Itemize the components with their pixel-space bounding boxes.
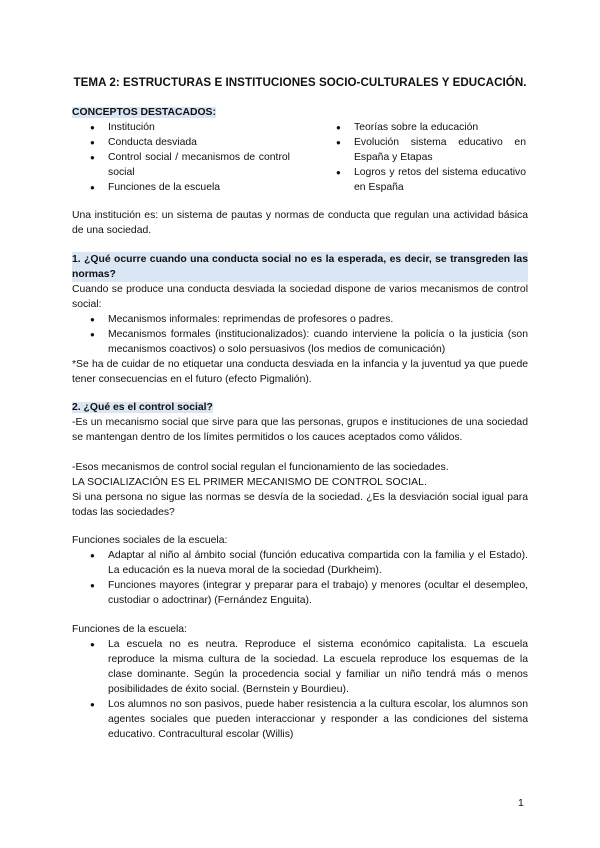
conceptos-heading: CONCEPTOS DESTACADOS: — [72, 107, 216, 118]
section2-p3: LA SOCIALIZACIÓN ES EL PRIMER MECANISMO DE CONTROL SOCIAL. — [72, 477, 427, 488]
list-item: ● Teorías sobre la educación — [336, 120, 526, 135]
list-item: ● La escuela no es neutra. Reproduce el sistema económico capitalista. La escuela reproduce la misma cultura de la sociedad. La escuela reproduce los esquemas de la clase dominante. Según la procedencia social y familiar un niño tendrá más o menos posibilidades de éxito social. (Bernstein y Bourdieu). — [90, 637, 528, 697]
section1-intro: Cuando se produce una conducta desviada la sociedad dispone de varios mecanismos de control social: — [72, 284, 528, 310]
section2-heading-line — [72, 400, 528, 415]
conceptos-left-list — [90, 120, 290, 195]
list-item: ● Mecanismos formales (institucionalizados): cuando interviene la policía o la justicia (son mecanismos coactivos) o solo persuasivos (los medios de comunicación) — [90, 327, 528, 357]
list-item: ● Evolución sistema educativo en España y Etapas — [336, 135, 526, 165]
document-title: TEMA 2: ESTRUCTURAS E INSTITUCIONES SOCIO-CULTURALES Y EDUCACIÓN. — [73, 76, 527, 89]
list-item: ● Funciones mayores (integrar y preparar para el trabajo) y menores (ocultar el desempleo, custodiar o adoctrinar) (Fernández Enguita). — [90, 578, 528, 608]
funciones-escuela-heading: Funciones de la escuela: — [72, 624, 187, 635]
section1-list — [90, 312, 528, 357]
funciones-sociales-list — [90, 548, 528, 608]
section2-p1: -Es un mecanismo social que sirve para que las personas, grupos e instituciones de una sociedad se mantengan dentro de los límites permitidos o los cauces aceptados como válidos. — [72, 417, 528, 443]
page-number: 1 — [518, 798, 524, 809]
list-item: ● Mecanismos informales: reprimendas de profesores o padres. — [90, 312, 528, 327]
section2-p2: -Esos mecanismos de control social regulan el funcionamiento de las sociedades. — [72, 462, 449, 473]
list-item: ● Los alumnos no son pasivos, puede haber resistencia a la cultura escolar, los alumnos son agentes sociales que pueden interaccionar y responder a las condiciones del sistema educativo. Contracultural escolar (Willis) — [90, 697, 528, 742]
conceptos-heading-line — [72, 105, 528, 120]
institucion-definition: Una institución es: un sistema de pautas y normas de conducta que regulan una actividad básica de una sociedad. — [72, 210, 528, 236]
list-item: ● Adaptar al niño al ámbito social (función educativa compartida con la familia y el Estado). La educación es la nueva moral de la sociedad (Durkheim). — [90, 548, 528, 578]
conceptos-right-list — [336, 120, 526, 195]
list-item: ● Funciones de la escuela — [90, 180, 290, 195]
section2-heading: 2. ¿Qué es el control social? — [72, 402, 213, 413]
section1-heading: 1. ¿Qué ocurre cuando una conducta social no es la esperada, es decir, se transgreden las normas? — [72, 254, 528, 280]
funciones-escuela-list — [90, 637, 528, 742]
section2-p4: Si una persona no sigue las normas se desvía de la sociedad. ¿Es la desviación social igual para todas las sociedades? — [72, 492, 528, 518]
funciones-sociales-heading: Funciones sociales de la escuela: — [72, 535, 228, 546]
list-item: ● Institución — [90, 120, 290, 135]
list-item: ● Control social / mecanismos de control social — [90, 150, 290, 180]
list-item: ● Conducta desviada — [90, 135, 290, 150]
section1-note: *Se ha de cuidar de no etiquetar una conducta desviada en la infancia y la juventud ya que puede tener consecuencias en el futuro (efecto Pigmalión). — [72, 359, 528, 385]
list-item: ● Logros y retos del sistema educativo en España — [336, 165, 526, 195]
